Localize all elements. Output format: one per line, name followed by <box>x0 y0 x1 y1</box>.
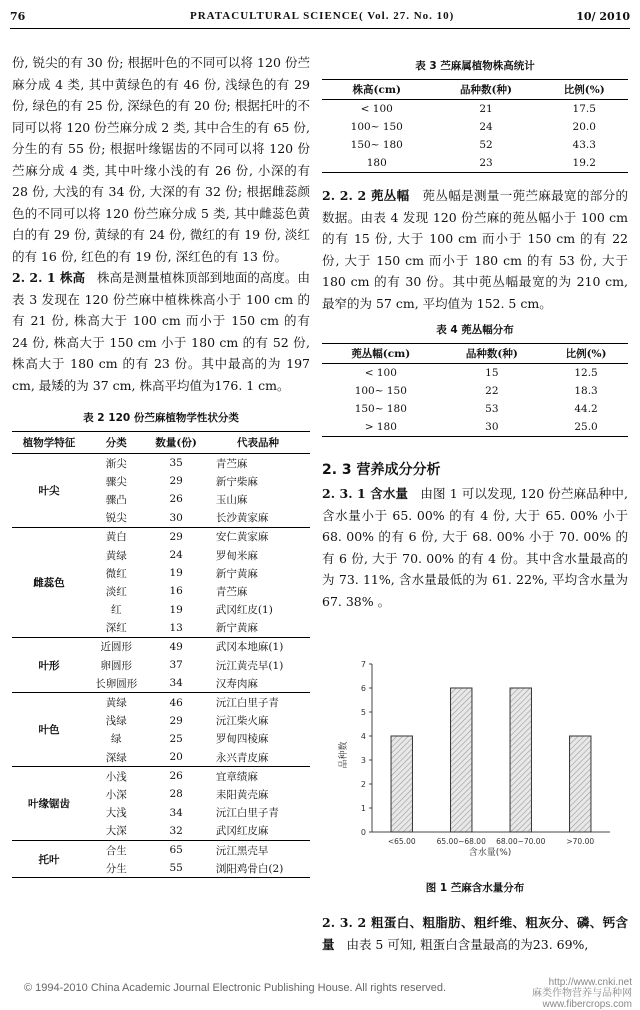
section-2-2-1 <box>12 267 310 396</box>
table-cell: 宜章绩麻 <box>215 770 258 783</box>
paragraph-traits: 份, 锐尖的有 30 份; 根据叶色的不同可以将 120 份苎麻分成 4 类, 其中黄绿色的有 46 份, 浅绿色的有 29 份, 绿色的有 25 份, 深绿色的有 20 份; 根据托叶的不同可以将 120 份苎麻分成 2 类, 其中合生的有 65 份, 分生的有 55 份; 根据叶缘锯齿的不同可以将 120 份苎麻分成 4 类, 其中叶缘小浅的有 26 份, 小深的有 28 份, 大浅的有 34 份, 大深的有 32 份; 根据雌蕊颜色的不同可以将 120 份苎麻分成 5 类, 其中雌蕊色黄白的有 29 份, 黄绿的有 24 份, 微红的有 19 份, 淡红的有 16 份, 红色的有 19 份, 深红色的有 13 份。 <box>12 55 310 264</box>
table-cell: > 180 <box>322 418 440 437</box>
table-cell: 24 <box>479 121 493 133</box>
table-cell: 近圆形 <box>100 641 132 654</box>
table-cell: < 100 <box>360 103 393 115</box>
table-cell: 30 <box>146 509 206 528</box>
table-cell: 浏阳鸡骨白(2) <box>206 859 310 878</box>
table-cell: 锐尖 <box>86 509 146 528</box>
table-row <box>12 767 310 786</box>
table-cell: 26 <box>169 493 183 506</box>
table-cell: 黄绿 <box>105 549 127 562</box>
table-cell: 150~ 180 <box>354 403 407 415</box>
table-cell: 分生 <box>86 859 146 878</box>
chart-x-tick-label: 68.00~70.00 <box>496 837 546 846</box>
issue-number: 10/ 2010 <box>576 10 630 23</box>
table-cell: 23 <box>432 154 541 173</box>
table-cell: 25.0 <box>544 418 628 437</box>
table2-header: 分类 <box>86 432 146 454</box>
chart-x-tick-label: 65.00~68.00 <box>436 837 486 846</box>
table-cell: 34 <box>169 806 183 819</box>
table-cell: 16 <box>169 585 183 598</box>
table-cell: 罗甸米麻 <box>215 549 258 562</box>
section-2-3-2-title: 2. 3. 2 粗蛋白、粗脂肪、粗纤维、粗灰分、磷、钙含量 <box>322 915 628 952</box>
table-cell: 26 <box>169 770 183 783</box>
watermark-site-url: www.fibercrops.com <box>542 999 632 1010</box>
table-cell: 绿 <box>110 733 122 746</box>
section-2-3-2-text: 由表 5 可知, 粗蛋白含量最高的为23. 69%, <box>346 936 589 952</box>
table-row <box>322 154 628 173</box>
table-cell: 20.0 <box>572 121 596 133</box>
table-cell: 汉寿肉麻 <box>206 674 310 693</box>
section-2-3-2 <box>322 912 628 955</box>
table-cell: 32 <box>146 822 206 841</box>
table-cell: 12.5 <box>574 367 598 379</box>
table-cell: 武冈红皮麻 <box>206 822 310 841</box>
table-row <box>322 382 628 400</box>
table-cell: 19.2 <box>540 154 628 173</box>
table-row <box>322 118 628 136</box>
table-cell: 沅江黄壳早(1) <box>215 659 284 672</box>
section-2-2-2-title: 2. 2. 2 蔸丛幅 <box>322 188 410 203</box>
table-cell: 黄白 <box>105 531 127 544</box>
section-2-3-1 <box>322 483 628 612</box>
page-header <box>10 4 630 24</box>
table-cell: 53 <box>485 403 499 415</box>
table-cell: 35 <box>169 457 183 470</box>
table3-header: 品种数(种) <box>432 80 541 100</box>
table2-body <box>12 454 310 878</box>
table-cell: 29 <box>169 530 183 543</box>
table-cell: 新宁黄麻 <box>206 619 310 638</box>
chart-y-tick-label: 4 <box>360 732 366 741</box>
table-cell: 100~ 150 <box>350 121 403 133</box>
footer-sites <box>532 977 632 1010</box>
table2-feature-cell: 托叶 <box>12 840 86 877</box>
table-cell: 25 <box>169 732 183 745</box>
table3-header-row <box>322 80 628 100</box>
table-cell: 耒阳黄壳麻 <box>215 788 269 801</box>
table-cell: 34 <box>146 674 206 693</box>
table-cell: 19 <box>169 567 183 580</box>
table-cell: 30 <box>440 418 544 437</box>
table-cell: 卵圆形 <box>100 659 132 672</box>
table2-caption: 表 2 120 份苎麻植物学性状分类 <box>83 412 239 424</box>
table-cell: 玉山麻 <box>215 493 248 506</box>
site-link-cnki[interactable]: http://www.cnki.net <box>548 977 632 988</box>
table-cell: 新宁黄麻 <box>215 567 258 580</box>
page-number: 76 <box>10 10 26 23</box>
table-cell: 15 <box>485 367 499 379</box>
chart-y-tick-label: 6 <box>360 684 366 693</box>
table3-caption: 表 3 苎麻属植物株高统计 <box>415 60 535 72</box>
table-row <box>12 637 310 656</box>
figure1-caption: 图 1 苎麻含水量分布 <box>425 882 525 894</box>
table-cell: 罗甸四棱麻 <box>215 733 269 746</box>
table3 <box>322 79 628 173</box>
table-cell: 20 <box>146 748 206 767</box>
chart-bar <box>391 736 412 832</box>
section-2-2-2-text: 蔸丛幅是测量一蔸苎麻最宽的部分的数据。由表 4 发现 120 份苎麻的蔸丛幅小于 100 cm 的有 15 份, 大于 100 cm 而小于 150 cm 的有 22 份, 大于 150 cm 而小于 180 cm 的有 53 份, 大于 180 cm 的有 30 份。其中蔸丛幅最宽的为 210 cm, 最窄的为 57 cm, 平均值为 152. 5 cm。 <box>322 188 628 311</box>
table-cell: 180 <box>322 154 432 173</box>
table-cell: 沅江柴火麻 <box>215 715 269 728</box>
table-cell: 37 <box>169 659 183 672</box>
table-cell: 红 <box>110 604 122 617</box>
table2-feature-cell: 叶形 <box>12 637 86 693</box>
section-2-2-2 <box>322 185 628 314</box>
table-cell: 深绿 <box>86 748 146 767</box>
table-cell: 武冈红皮(1) <box>215 604 273 617</box>
table4-caption: 表 4 蔸丛幅分布 <box>436 324 514 336</box>
table-cell: 21 <box>479 103 493 115</box>
chart-x-tick-label: <65.00 <box>387 837 416 846</box>
table-cell: 深红 <box>86 619 146 638</box>
chart-y-tick-label: 7 <box>360 660 366 669</box>
table-cell: 18.3 <box>574 385 598 397</box>
table-cell: 小浅 <box>105 770 127 783</box>
table-cell: 沅江白里子青 <box>215 807 279 820</box>
table-cell: 65 <box>169 844 183 857</box>
table-cell: 微红 <box>105 567 127 580</box>
table-cell: 17.5 <box>572 103 596 115</box>
table2-feature-cell: 叶色 <box>12 693 86 767</box>
table2-header-row <box>12 432 310 454</box>
table-row <box>322 364 628 383</box>
journal-title: PRATACULTURAL SCIENCE( Vol. 27. No. 10) <box>190 10 455 22</box>
table-cell: 安仁黄家麻 <box>215 531 269 544</box>
table-cell: 49 <box>169 640 183 653</box>
table-row <box>12 840 310 859</box>
table2-feature-cell: 叶缘锯齿 <box>12 767 86 841</box>
table-cell: 46 <box>169 696 183 709</box>
table-cell: 黄绿 <box>105 697 127 710</box>
table-cell: 浅绿 <box>105 715 127 728</box>
section-2-3-title: 2. 3 营养成分分析 <box>322 462 441 478</box>
table-cell: 29 <box>169 714 183 727</box>
table2-header: 数量(份) <box>146 432 206 454</box>
chart-bar <box>570 736 591 832</box>
chart-y-tick-label: 2 <box>360 780 366 789</box>
table-cell: 大浅 <box>105 807 127 820</box>
table-cell: 19 <box>169 603 183 616</box>
table2-header: 植物学特征 <box>12 432 86 454</box>
table4-header: 比例(%) <box>544 344 628 364</box>
table-row <box>322 400 628 418</box>
chart-y-tick-label: 5 <box>360 708 366 717</box>
table-row <box>12 527 310 546</box>
table-row <box>322 136 628 154</box>
table-cell: 渐尖 <box>105 457 127 470</box>
table4-header: 蔸丛幅(cm) <box>322 344 440 364</box>
table-cell: 骤尖 <box>105 475 127 488</box>
left-column <box>12 56 310 878</box>
table-cell: 合生 <box>105 844 127 857</box>
chart-y-tick-label: 1 <box>360 804 366 813</box>
table-row <box>12 693 310 712</box>
table-cell: 小深 <box>105 788 127 801</box>
table-cell: 24 <box>169 549 183 562</box>
table-cell: 29 <box>169 475 183 488</box>
header-rule <box>10 28 630 29</box>
table-cell: 52 <box>479 139 493 151</box>
table3-header: 比例(%) <box>540 80 628 100</box>
table-cell: 13 <box>146 619 206 638</box>
table-cell: 淡红 <box>105 585 127 598</box>
chart-x-tick-label: >70.00 <box>566 837 595 846</box>
watermark-site-name: 麻类作物营养与品种网 <box>532 988 632 999</box>
table-cell: 150~ 180 <box>350 139 403 151</box>
table2 <box>12 431 310 878</box>
chart-bar <box>451 688 472 832</box>
table-cell: 28 <box>169 788 183 801</box>
chart-bar <box>510 688 531 832</box>
section-2-3-2-para <box>322 912 628 955</box>
table-cell: 青苎麻 <box>215 585 248 598</box>
table-row <box>12 454 310 473</box>
table-cell: 青苎麻 <box>215 457 248 470</box>
section-2-3-1-title: 2. 3. 1 含水量 <box>322 486 409 501</box>
chart-x-axis-label: 含水量(%) <box>468 848 512 858</box>
table-cell: 44.2 <box>574 403 598 415</box>
table-cell: < 100 <box>364 367 397 379</box>
copyright-notice: © 1994-2010 China Academic Journal Electronic Publishing House. All rights reserved. <box>24 982 447 994</box>
table2-feature-cell: 雌蕊色 <box>12 527 86 637</box>
table-cell: 永兴青皮麻 <box>206 748 310 767</box>
table-row <box>322 100 628 119</box>
table-cell: 长沙黄家麻 <box>206 509 310 528</box>
table-row <box>322 418 628 437</box>
table-cell: 沅江黑壳早 <box>215 844 269 857</box>
water-content-bar-chart <box>330 650 620 860</box>
table-cell: 长卵圆形 <box>86 674 146 693</box>
section-2-3-1-text: 由图 1 可以发现, 120 份苎麻品种中, 含水量小于 65. 00% 的有 4 份, 大于 65. 00% 小于 68. 00% 的有 6 份, 大于 68. 00% 小于 70. 00% 的有 6 份, 大于 70. 00% 的有 4 份。其中含水量最高的为 73. 11%, 含水量最低的为 61. 22%, 平均含水量为67. 38% 。 <box>322 486 629 609</box>
table2-feature-cell: 叶尖 <box>12 454 86 528</box>
table3-header: 株高(cm) <box>322 80 432 100</box>
table-cell: 43.3 <box>572 139 596 151</box>
chart-y-tick-label: 3 <box>360 756 366 765</box>
table-cell: 武冈本地麻(1) <box>215 641 284 654</box>
table-cell: 新宁柴麻 <box>215 475 258 488</box>
chart-y-tick-label: 0 <box>360 828 366 837</box>
table2-header: 代表品种 <box>206 432 310 454</box>
page-footer <box>0 976 640 1010</box>
table4 <box>322 343 628 437</box>
table-cell: 沅江白里子青 <box>215 697 279 710</box>
table-cell: 22 <box>485 385 499 397</box>
section-2-2-1-text: 株高是测量植株顶部到地面的高度。由表 3 发现在 120 份苎麻中植株株高小于 100 cm 的有 21 份, 株高大于 100 cm 而小于 150 cm 的有 24 份, 株高大于 150 cm 小于 180 cm 的有 52 份, 株高大于 180 cm 的有 23 份。其中最高的为 197 cm, 最矮的为 37 cm, 株高平均值为176. 1 cm。 <box>12 270 310 393</box>
section-2-2-1-title: 2. 2. 1 株高 <box>12 270 85 285</box>
table-cell: 大深 <box>86 822 146 841</box>
right-column <box>322 56 628 612</box>
chart-y-axis-label: 品种数 <box>339 741 349 769</box>
table4-header: 品种数(种) <box>440 344 544 364</box>
table-cell: 100~ 150 <box>354 385 407 397</box>
table4-header-row <box>322 344 628 364</box>
table-cell: 骤凸 <box>105 493 127 506</box>
table-cell: 55 <box>146 859 206 878</box>
